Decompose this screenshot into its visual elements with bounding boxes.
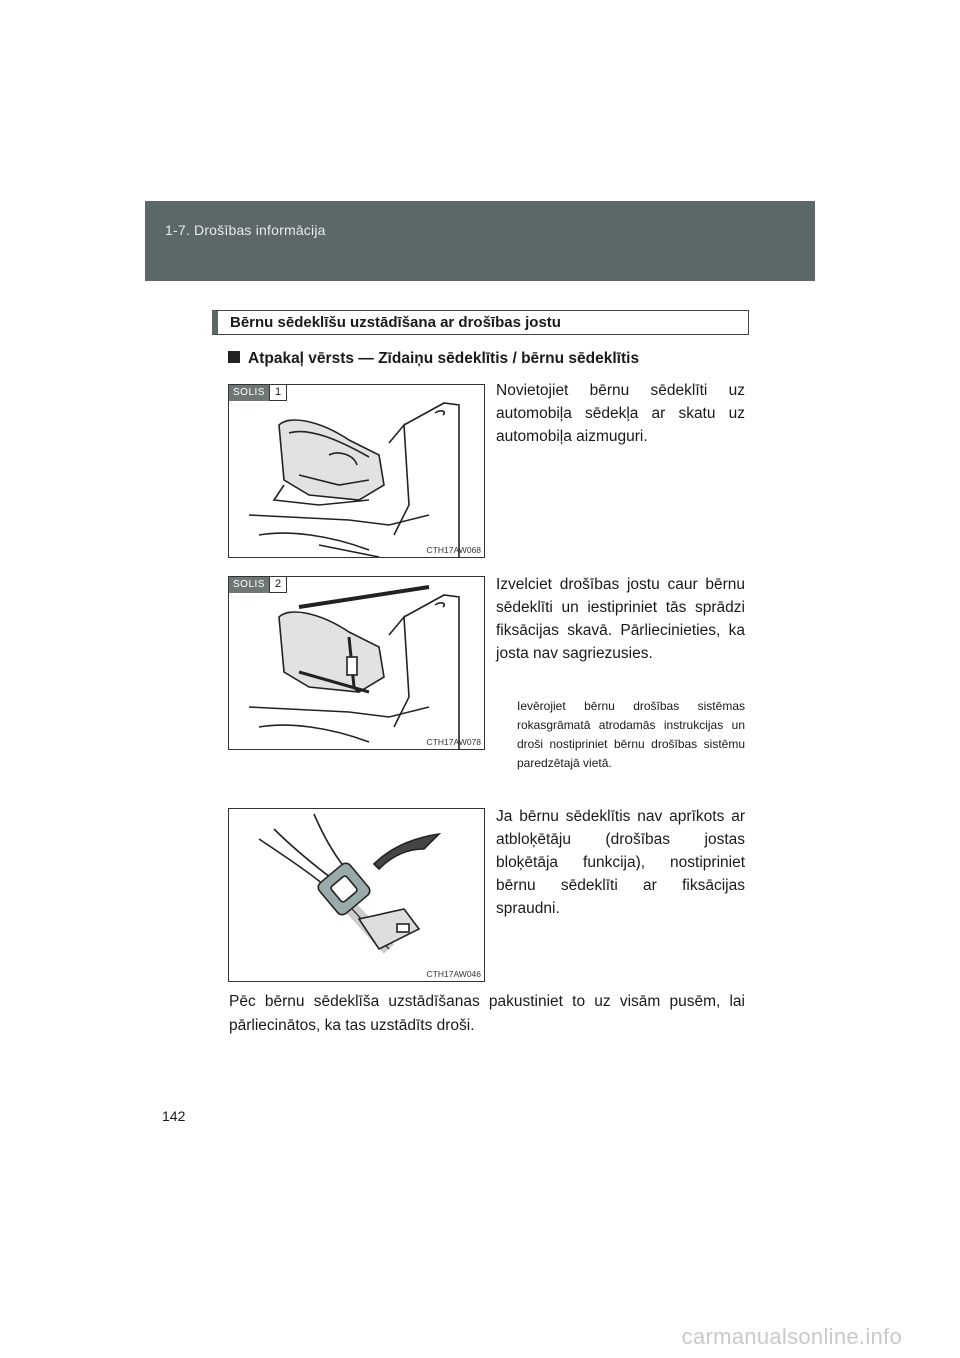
child-seat-placement-illustration <box>229 385 484 557</box>
section-title-box <box>212 310 749 335</box>
header-section-title: 1-7. Drošības informācija <box>165 222 326 238</box>
locking-clip-illustration <box>229 809 484 981</box>
figure-code: CTH17AW068 <box>426 545 481 555</box>
locking-clip-text: Ja bērnu sēdeklītis nav aprīkots ar atbloķētāju (drošības jostas bloķētāja funkcija), nostipriniet bērnu sēdeklīti ar fiksācijas spraudni. <box>496 808 745 917</box>
figure-locking-clip <box>228 808 485 982</box>
header-band <box>145 201 815 281</box>
subsection-title: Atpakaļ vērsts — Zīdaiņu sēdeklītis / bērnu sēdeklītis <box>248 350 640 367</box>
figure-code: CTH17AW046 <box>426 969 481 979</box>
figure-step-2 <box>228 576 485 750</box>
bullet-square-icon <box>228 351 240 363</box>
section-title: Bērnu sēdeklīšu uzstādīšana ar drošības jostu <box>230 314 561 331</box>
step-number: 2 <box>269 577 287 593</box>
step-2-text: Izvelciet drošības jostu caur bērnu sēdeklīti un iestipriniet tās sprādzi fiksācijas skavā. Pārliecinieties, ka josta nav sagriezusies. <box>496 576 745 662</box>
step-word: SOLIS <box>229 577 269 593</box>
step-tag <box>229 577 287 593</box>
seat-belt-routing-illustration <box>229 577 484 749</box>
step-word: SOLIS <box>229 385 269 401</box>
figure-step-1 <box>228 384 485 558</box>
step-tag <box>229 385 287 401</box>
figure-code: CTH17AW078 <box>426 737 481 747</box>
note-text: Ievērojiet bērnu drošības sistēmas rokasgrāmatā atrodamās instrukcijas un droši nostipriniet bērnu drošības sistēmu paredzētajā vietā. <box>517 699 745 770</box>
page-number: 142 <box>162 1108 186 1124</box>
watermark: carmanualsonline.info <box>681 1324 902 1349</box>
subsection-heading <box>228 350 639 368</box>
final-paragraph: Pēc bērnu sēdeklīša uzstādīšanas pakustiniet to uz visām pusēm, lai pārliecinātos, ka tas uzstādīts droši. <box>229 993 745 1034</box>
step-number: 1 <box>269 385 287 401</box>
step-1-text: Novietojiet bērnu sēdeklīti uz automobiļa sēdekļa ar skatu uz automobiļa aizmuguri. <box>496 382 745 445</box>
